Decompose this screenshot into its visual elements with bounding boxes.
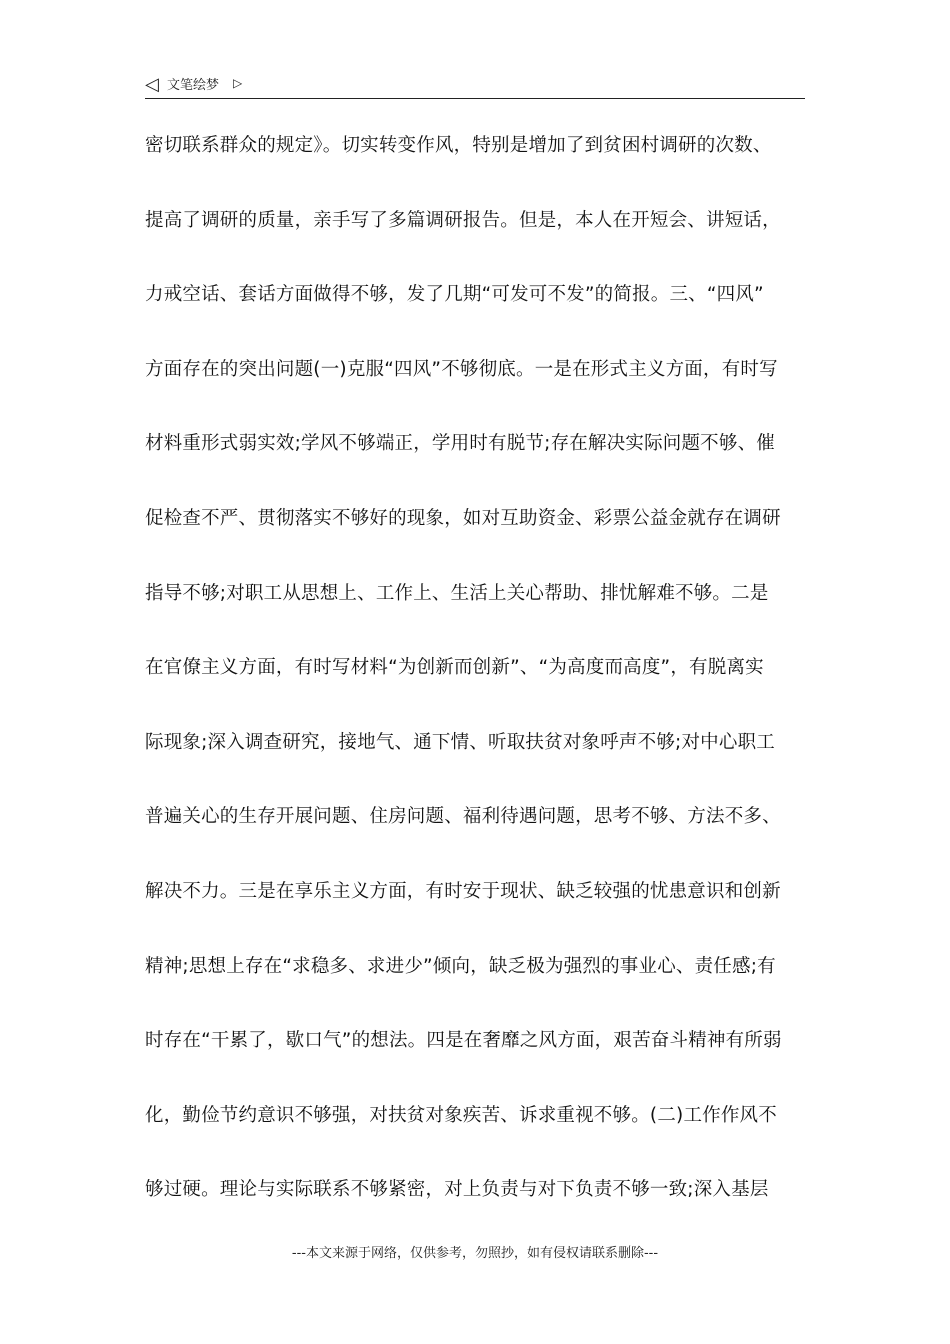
body-line-6: 促检查不严、贯彻落实不够好的现象，如对互助资金、彩票公益金就存在调研 (145, 507, 781, 529)
page-header (145, 74, 805, 99)
body-line-8: 在官僚主义方面，有时写材料“为创新而创新”、“为高度而高度”，有脱离实 (145, 657, 764, 679)
body-line-13: 时存在“干累了，歇口气”的想法。四是在奢靡之风方面，艰苦奋斗精神有所弱 (145, 1030, 782, 1052)
triangle-left-icon: ◁ (145, 74, 159, 95)
body-line-2: 提高了调研的质量，亲手写了多篇调研报告。但是，本人在开短会、讲短话， (145, 209, 781, 231)
header-title: 文笔绘梦 (167, 78, 220, 93)
body-line-4: 方面存在的突出问题(一)克服“四风”不够彻底。一是在形式主义方面，有时写 (145, 358, 778, 380)
body-line-7: 指导不够;对职工从思想上、工作上、生活上关心帮助、排忧解难不够。二是 (145, 582, 769, 604)
body-line-10: 普遍关心的生存开展问题、住房问题、福利待遇问题，思考不够、方法不多、 (145, 806, 781, 828)
body-line-12: 精神;思想上存在“求稳多、求进少”倾向，缺乏极为强烈的事业心、责任感;有 (145, 955, 776, 977)
body-line-15: 够过硬。理论与实际联系不够紧密，对上负责与对下负责不够一致;深入基层 (145, 1179, 769, 1201)
body-line-5: 材料重形式弱实效;学风不够端正，学用时有脱节;存在解决实际问题不够、催 (145, 433, 775, 455)
body-line-14: 化，勤俭节约意识不够强，对扶贫对象疾苦、诉求重视不够。(二)工作作风不 (145, 1104, 777, 1126)
body-line-3: 力戒空话、套话方面做得不够，发了几期“可发可不发”的简报。三、“四风” (145, 284, 764, 306)
body-line-1: 密切联系群众的规定》。切实转变作风，特别是增加了到贫困村调研的次数、 (145, 135, 772, 156)
triangle-right-icon: ▷ (233, 76, 243, 90)
document-body (145, 126, 810, 1245)
body-line-9: 际现象;深入调查研究，接地气、通下情、听取扶贫对象呼声不够;对中心职工 (145, 731, 775, 753)
body-line-11: 解决不力。三是在享乐主义方面，有时安于现状、缺乏较强的忧患意识和创新 (145, 880, 781, 902)
footer-disclaimer: ---本文来源于网络，仅供参考，勿照抄，如有侵权请联系删除--- (291, 1246, 659, 1261)
